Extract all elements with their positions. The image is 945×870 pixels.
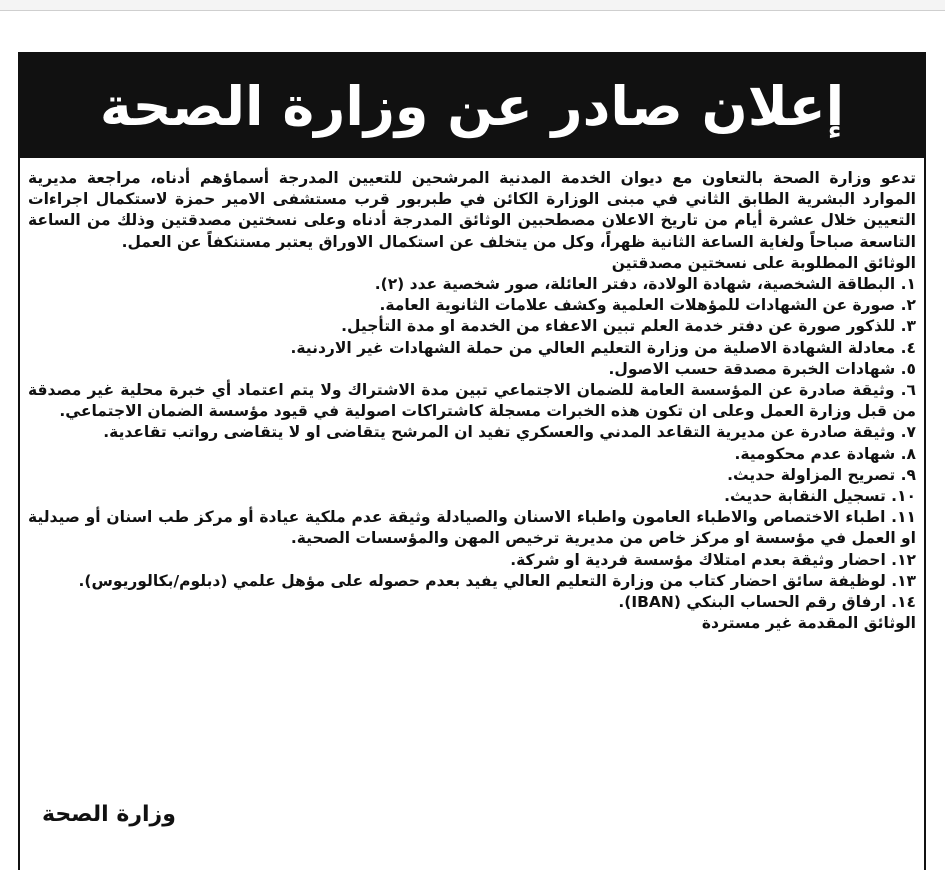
list-item: ٥. شهادات الخبرة مصدقة حسب الاصول. [608,359,916,378]
list-item: ٤. معادلة الشهادة الاصلية من وزارة التعليم العالي من حملة الشهادات غير الاردنية. [290,338,916,357]
list-item: ١٣. لوظيفة سائق احضار كتاب من وزارة التعليم العالي يفيد بعدم حصوله على مؤهل علمي (دبلوم/بكالوريوس). [78,571,916,590]
intro-paragraph: تدعو وزارة الصحة بالتعاون مع ديوان الخدمة المدنية المرشحين للتعيين المدرجة أسماؤهم أدناه، مراجعة مديرية الموارد البشرية الطابق الثاني في مبنى الوزارة الكائن في طبربور قرب مستشفى الامير حمزة لاستكمال اجراءات التعيين خلال عشرة أيام من تاريخ الاعلان مصطحبين الوثائق المدرجة أدناه وعلى نسختين مصدقتين وذلك من الساعة التاسعة صباحاً ولغاية الساعة الثانية ظهراً، وكل من يتخلف عن استكمال الاوراق يعتبر مستنكفاً عن العمل. [28,169,916,251]
announcement-frame [18,52,926,870]
list-item: ١٤. ارفاق رقم الحساب البنكي (IBAN). [618,593,916,612]
closing-note: الوثائق المقدمة غير مستردة [701,614,916,633]
documents-heading: الوثائق المطلوبة على نسختين مصدقتين [611,253,916,272]
list-item: ٨. شهادة عدم محكومية. [734,444,916,463]
announcement-title: إعلان صادر عن وزارة الصحة [99,74,845,138]
list-item: ١١. اطباء الاختصاص والاطباء العامون واطباء الاسنان والصيادلة وثيقة عدم ملكية عيادة أو مركز طب اسنان أو صيدلية او العمل في مؤسسة او مركز خاص من مديرية ترخيص المهن والمؤسسات الصحية. [28,508,916,548]
list-item: ٣. للذكور صورة عن دفتر خدمة العلم تبين الاعفاء من الخدمة او مدة التأجيل. [341,317,916,336]
announcement-body [28,168,916,634]
top-border [0,0,945,11]
list-item: ٦. وثيقة صادرة عن المؤسسة العامة للضمان الاجتماعي تبين مدة الاشتراك ولا يتم اعتماد أي خبرة محلية غير مصدقة من قبل وزارة العمل وعلى ان تكون هذه الخبرات مسجلة كاشتراكات اصولية في قيود مؤسسة الضمان الاجتماعي. [28,381,916,421]
list-item: ٩. تصريح المزاولة حديث. [727,465,916,484]
ministry-signature: وزارة الصحة [42,802,176,827]
title-banner [20,54,924,158]
list-item: ١٠. تسجيل النقابة حديث. [724,487,916,506]
list-item: ٢. صورة عن الشهادات للمؤهلات العلمية وكشف علامات الثانوية العامة. [379,296,916,315]
list-item: ١. البطاقة الشخصية، شهادة الولادة، دفتر العائلة، صور شخصية عدد (٢). [374,275,916,294]
list-item: ١٢. احضار وثيقة بعدم امتلاك مؤسسة فردية او شركة. [510,550,916,569]
list-item: ٧. وثيقة صادرة عن مديرية التقاعد المدني والعسكري تفيد ان المرشح يتقاضى او لا يتقاضى رواتب تقاعدية. [103,423,916,442]
